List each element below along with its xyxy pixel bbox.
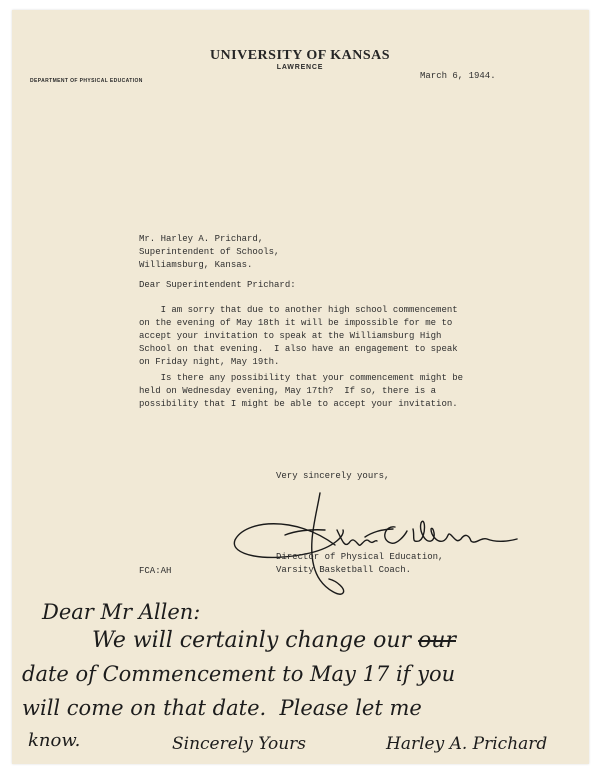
- typist-initials: FCA:AH: [139, 566, 172, 576]
- handwritten-line: will come on that date. Please let me: [22, 696, 422, 720]
- handwritten-text: We will certainly change our: [92, 628, 412, 653]
- salutation: Dear Superintendent Prichard:: [139, 280, 296, 290]
- paragraph-line: accept your invitation to speak at the Williamsburg High: [139, 331, 442, 341]
- signature-title-line: Varsity Basketball Coach.: [276, 565, 412, 575]
- closing: Very sincerely yours,: [276, 471, 390, 481]
- handwritten-signature-prichard: Harley A. Prichard: [386, 734, 548, 754]
- recipient-line: Superintendent of Schools,: [139, 247, 280, 257]
- signature-title: [276, 551, 443, 577]
- paragraph-line: held on Wednesday evening, May 17th? If so, there is a: [139, 386, 437, 396]
- letterhead-department: DEPARTMENT OF PHYSICAL EDUCATION: [30, 78, 143, 84]
- signature-title-line: Director of Physical Education,: [276, 552, 444, 562]
- handwritten-signature: [225, 485, 525, 605]
- recipient-address: [139, 233, 279, 272]
- handwritten-line: know.: [28, 730, 81, 751]
- recipient-line: Mr. Harley A. Prichard,: [139, 234, 264, 244]
- paragraph-line: on the evening of May 18th it will be impossible for me to: [139, 318, 453, 328]
- body-paragraph: [139, 304, 458, 369]
- letter-date: March 6, 1944.: [420, 71, 496, 81]
- handwritten-greeting: Dear Mr Allen:: [42, 600, 201, 624]
- paragraph-line: School on that evening. I also have an engagement to speak: [139, 344, 458, 354]
- paragraph-line: on Friday night, May 19th.: [139, 357, 280, 367]
- paragraph-line: I am sorry that due to another high school commencement: [139, 305, 458, 315]
- body-paragraph: [139, 372, 463, 411]
- paragraph-line: Is there any possibility that your commencement might be: [139, 373, 464, 383]
- handwritten-line: date of Commencement to May 17 if you: [22, 662, 456, 686]
- recipient-line: Williamsburg, Kansas.: [139, 260, 253, 270]
- handwritten-line: [92, 628, 456, 653]
- struck-word: our: [418, 628, 456, 653]
- paragraph-line: possibility that I might be able to accept your invitation.: [139, 399, 458, 409]
- letterhead-city: LAWRENCE: [276, 64, 324, 71]
- letterhead-university: UNIVERSITY OF KANSAS: [209, 48, 391, 63]
- handwritten-closing: Sincerely Yours: [172, 734, 307, 754]
